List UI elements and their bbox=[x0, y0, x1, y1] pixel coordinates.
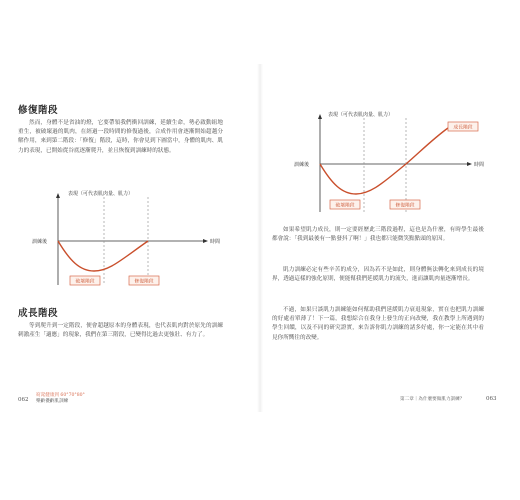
chart-decline-recovery bbox=[18, 189, 233, 293]
y-axis-label: 表現（可代表肌肉量、肌力） bbox=[68, 191, 134, 197]
paragraph-right-2: 肌力訓練必定有些辛苦的成分，因為若不是如此，則身體無法轉化來到成長的境界，透過這樣的強化原則，便能幫我們延緩肌力的流失，進而讓肌肉量逐漸增長。 bbox=[272, 267, 484, 283]
x-axis-arrow-icon bbox=[203, 239, 208, 243]
book-title-line1: 窈窕健康到 60°70°80° bbox=[36, 393, 85, 398]
phase-label-repair: 修復階段 bbox=[134, 279, 154, 285]
book-gutter bbox=[257, 64, 263, 412]
heading-growth-phase: 成長階段 bbox=[18, 308, 59, 319]
baseline-label: 訓練後 bbox=[294, 162, 310, 168]
performance-curve bbox=[58, 241, 148, 271]
chart-three-phases bbox=[272, 106, 497, 222]
paragraph-right-3: 不過，如果只談肌力訓練能如何幫助我們延緩肌力衰退現象，實在也把肌力訓練的好處看單薄了！下一篇，我想綜合在我身上發生的正向改變，我在教學上所遇到的學生回饋，以及不同的研究證實，來告訴你肌力訓練的諸多好處，你一定能在其中看見你所嚮往的改變。 bbox=[272, 307, 484, 341]
paragraph-right-1: 如果希望肌力成長，則一定要經歷此三階段過程，這也是為什麼，有時學生最後都會說：「我到最後有一點發抖了啊！」我也都只能微笑點點頭的原因。 bbox=[272, 227, 484, 243]
y-axis-label: 表現（可代表肌肉量、肌力） bbox=[328, 112, 394, 118]
book-title bbox=[36, 393, 85, 405]
y-axis-arrow-icon bbox=[56, 193, 60, 198]
baseline-label: 訓練後 bbox=[32, 239, 48, 245]
x-axis-label: 時間 bbox=[474, 162, 485, 168]
heading-repair-phase: 修復階段 bbox=[18, 105, 59, 116]
page-number: 063 bbox=[486, 396, 497, 402]
y-axis-arrow-icon bbox=[318, 114, 322, 119]
phase-label-damage: 破壞階段 bbox=[335, 203, 355, 209]
paragraph-repair-phase: 然而，身體不是省油的燈，它要帶領我們衝回訓練，延續生命，勢必啟動組地重生，被破壞過的肌肉，在經過一段時間的修復過後，合成作用會逐漸開始超越分解作用，來到第二階段：「修復」階段，這時，你會見到下圖當中，身體的肌肉、肌力的表現，已開始從谷底逐漸爬升，並且恢復到訓練時的狀態。 bbox=[18, 120, 223, 154]
performance-curve bbox=[320, 128, 448, 194]
page-number: 062 bbox=[18, 397, 29, 403]
x-axis-label: 時間 bbox=[210, 239, 221, 245]
paragraph-growth-phase: 等到爬升到一定階段，便會超越原本的身體表現，也代表肌肉對於原先的訓練刺激產生「適應」的現象，我們在第三階段，已變得比過去更強壯、有力了。 bbox=[18, 323, 223, 339]
right-page bbox=[272, 64, 504, 412]
x-axis-arrow-icon bbox=[467, 162, 472, 166]
chapter-label: 第二章｜為什麼要做肌力訓練？ bbox=[400, 397, 465, 402]
phase-label-damage: 破壞階段 bbox=[75, 279, 95, 285]
left-page bbox=[18, 64, 253, 412]
book-title-line2: 樂齡優齡肌訓練 bbox=[36, 399, 69, 404]
phase-label-growth: 成長階段 bbox=[453, 125, 473, 131]
phase-label-repair: 修復階段 bbox=[395, 203, 415, 209]
